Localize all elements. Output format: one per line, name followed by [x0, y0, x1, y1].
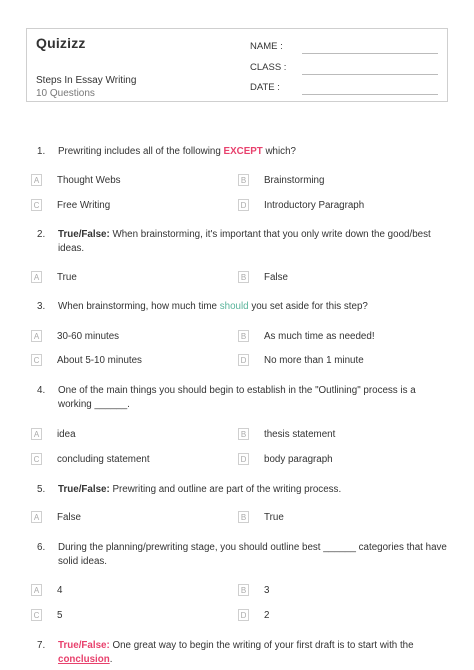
- worksheet-header: [26, 28, 448, 102]
- worksheet-title: Steps In Essay Writing: [36, 75, 137, 86]
- name-field[interactable]: NAME :: [250, 41, 283, 52]
- date-field[interactable]: DATE :: [250, 82, 280, 93]
- worksheet-subtitle: 10 Questions: [36, 88, 95, 99]
- quizizz-logo: Quizizz: [36, 35, 86, 51]
- class-field[interactable]: CLASS :: [250, 62, 286, 73]
